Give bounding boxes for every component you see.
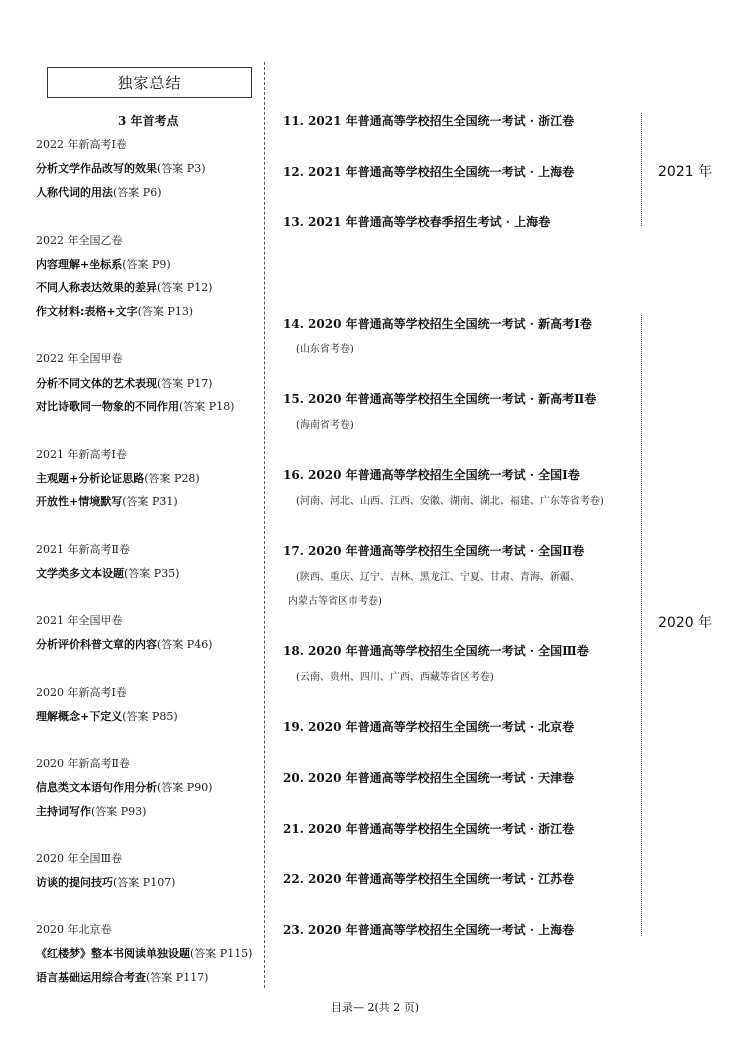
exam-entry[interactable]: 17. 2020 年普通高等学校招生全国统一考试 · 全国Ⅱ卷 [283, 544, 585, 558]
exam-entry[interactable]: 22. 2020 年普通高等学校招生全国统一考试 · 江苏卷 [283, 872, 575, 886]
exam-note: (陕西、重庆、辽宁、吉林、黑龙江、宁夏、甘肃、青海、新疆、 [296, 572, 580, 583]
topic-item: 人称代词的用法(答案 P6) [36, 186, 162, 199]
topic-item: 对比诗歌同一物象的不同作用(答案 P18) [36, 400, 235, 413]
topic-item: 访谈的提问技巧(答案 P107) [36, 876, 176, 889]
year-bracket-2021 [641, 113, 642, 226]
group-label: 2021 年新高考Ⅱ卷 [36, 543, 130, 556]
exam-note: (山东省考卷) [296, 344, 354, 355]
group-label: 2021 年新高考Ⅰ卷 [36, 448, 127, 461]
exam-entry[interactable]: 16. 2020 年普通高等学校招生全国统一考试 · 全国Ⅰ卷 [283, 468, 580, 482]
topic-item: 《红楼梦》整本书阅读单独设题(答案 P115) [36, 947, 253, 960]
topic-item: 分析评价科普文章的内容(答案 P46) [36, 638, 213, 651]
exam-entry[interactable]: 11. 2021 年普通高等学校招生全国统一考试 · 浙江卷 [283, 114, 575, 128]
group-label: 2020 年新高考Ⅰ卷 [36, 686, 127, 699]
exam-note: (河南、河北、山西、江西、安徽、湖南、湖北、福建、广东等省考卷) [296, 496, 604, 507]
year-bracket-2020 [641, 315, 642, 936]
topic-item: 分析不同文体的艺术表现(答案 P17) [36, 377, 213, 390]
year-label-2021: 2021 年 [658, 164, 713, 180]
exam-entry[interactable]: 20. 2020 年普通高等学校招生全国统一考试 · 天津卷 [283, 771, 575, 785]
column-divider [264, 62, 265, 988]
exam-entry[interactable]: 21. 2020 年普通高等学校招生全国统一考试 · 浙江卷 [283, 822, 575, 836]
group-label: 2022 年全国乙卷 [36, 234, 123, 247]
topic-item: 主观题+分析论证思路(答案 P28) [36, 472, 200, 485]
page-footer: 目录— 2(共 2 页) [330, 1001, 420, 1014]
exam-entry[interactable]: 14. 2020 年普通高等学校招生全国统一考试 · 新高考Ⅰ卷 [283, 317, 592, 331]
topic-item: 文学类多文本设题(答案 P35) [36, 567, 180, 580]
topic-item: 开放性+情境默写(答案 P31) [36, 495, 178, 508]
exam-entry[interactable]: 12. 2021 年普通高等学校招生全国统一考试 · 上海卷 [283, 165, 575, 179]
exam-note: (海南省考卷) [296, 420, 354, 431]
group-label: 2020 年新高考Ⅱ卷 [36, 757, 130, 770]
year-label-2020: 2020 年 [658, 615, 713, 631]
topic-item: 语言基础运用综合考查(答案 P117) [36, 971, 209, 984]
group-label: 2021 年全国甲卷 [36, 614, 123, 627]
topic-item: 分析文学作品改写的效果(答案 P3) [36, 162, 206, 175]
exam-entry[interactable]: 15. 2020 年普通高等学校招生全国统一考试 · 新高考Ⅱ卷 [283, 392, 597, 406]
topic-item: 作文材料:表格+文字(答案 P13) [36, 305, 194, 318]
group-label: 2020 年北京卷 [36, 923, 112, 936]
group-label: 2020 年全国Ⅲ卷 [36, 852, 123, 865]
exam-entry[interactable]: 19. 2020 年普通高等学校招生全国统一考试 · 北京卷 [283, 720, 575, 734]
group-label: 2022 年全国甲卷 [36, 352, 123, 365]
exam-note: (云南、贵州、四川、广西、西藏等省区考卷) [296, 672, 494, 683]
topic-item: 理解概念+下定义(答案 P85) [36, 710, 178, 723]
topic-item: 不同人称表达效果的差异(答案 P12) [36, 281, 213, 294]
exam-entry[interactable]: 13. 2021 年普通高等学校春季招生考试 · 上海卷 [283, 215, 551, 229]
summary-box-title: 独家总结 [47, 67, 252, 98]
exam-note: 内蒙古等省区市考卷) [288, 596, 382, 607]
topic-item: 内容理解+坐标系(答案 P9) [36, 258, 171, 271]
summary-subtitle: 3 年首考点 [118, 114, 179, 128]
topic-item: 信息类文本语句作用分析(答案 P90) [36, 781, 213, 794]
group-label: 2022 年新高考Ⅰ卷 [36, 138, 127, 151]
exam-entry[interactable]: 23. 2020 年普通高等学校招生全国统一考试 · 上海卷 [283, 923, 575, 937]
topic-item: 主持词写作(答案 P93) [36, 805, 147, 818]
exam-entry[interactable]: 18. 2020 年普通高等学校招生全国统一考试 · 全国Ⅲ卷 [283, 644, 589, 658]
